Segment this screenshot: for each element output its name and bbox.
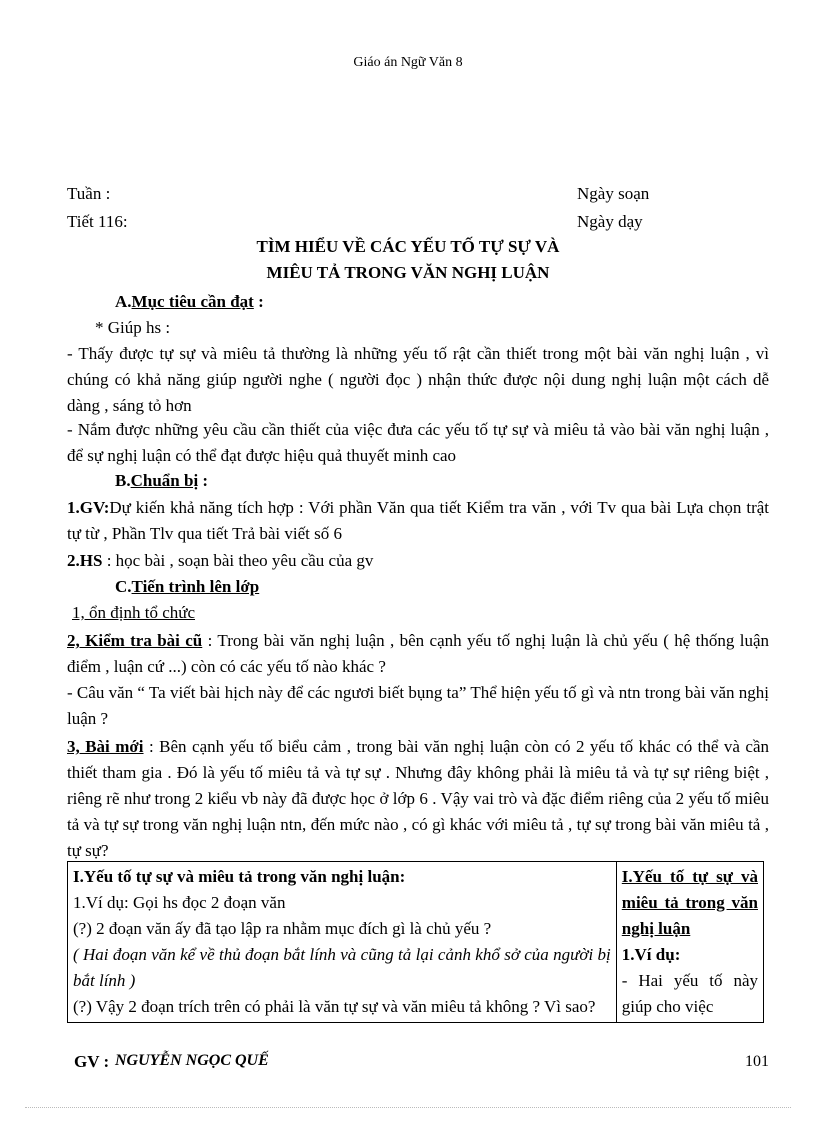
answer-1: ( Hai đoạn văn kể về thủ đoạn bắt lính và cũng tả lại cảnh khổ sở của người bị bắt lính )	[73, 945, 611, 990]
example-label: 1.Ví dụ:	[621, 945, 681, 964]
section-b-heading	[115, 471, 208, 491]
section-b-title: Chuẩn bị	[130, 471, 199, 490]
section-c-heading	[115, 577, 259, 597]
table-left-heading: I.Yếu tố tự sự và miêu tả trong văn nghị luận:	[73, 867, 406, 886]
footer-teacher-label: GV :	[74, 1052, 110, 1071]
footer-teacher-name: NGUYỄN NGỌC QUẾ	[115, 1052, 269, 1069]
question-2: (?) Vậy 2 đoạn trích trên có phải là văn tự sự và văn miêu tả không ? Vì sao?	[73, 997, 596, 1016]
section-b-colon: :	[198, 471, 209, 490]
section-a-heading	[115, 292, 264, 312]
section-a-prefix: A.	[115, 292, 132, 311]
lesson-activities-cell	[68, 862, 617, 1023]
objective-paragraph-1: - Thấy được tự sự và miêu tả thường là những yếu tố rật cần thiết trong một bài văn nghị luận , vì chúng có khả năng giúp người nghe ( người đọc ) nhận thức được nội dung nghị luận một cách dễ dàng , sáng tỏ hơn	[67, 344, 769, 415]
new-lesson-intro	[67, 734, 769, 864]
page-number: 101	[745, 1053, 769, 1070]
table-right-heading	[622, 864, 758, 942]
table-right-heading-text: I.Yếu tố tự sự và miêu tả trong văn nghị luận	[621, 867, 758, 938]
section-b-prefix: B.	[115, 471, 131, 490]
content-text: - Hai yếu tố này giúp cho việc	[621, 971, 758, 1016]
question-1: (?) 2 đoạn văn ấy đã tạo lập ra nhằm mục đích gì là chủ yếu ?	[73, 919, 492, 938]
review-text: : Trong bài văn nghị luận , bên cạnh yếu tố nghị luận là chủ yếu ( hệ thống luận điểm , luận cứ ...) còn có các yếu tố nào khác ?	[67, 631, 769, 676]
page-bottom-divider	[25, 1107, 791, 1108]
new-lesson-text: : Bên cạnh yếu tố biểu cảm , trong bài văn nghị luận còn có 2 yếu tố khác có thể và cần thiết tham gia . Đó là yếu tố miêu tả và tự sự . Nhưng đây không phải là miêu tả và tự sự riêng biệt , riêng rẽ như trong 2 kiểu vb này đã được học ở lớp 6 . Vậy vai trò và đặc điểm riêng của 2 yếu tố miêu tả và tự sự trong văn nghị luận ntn, đến mức nào , có gì khác với miêu tả , tự sự trong bài văn miêu tả , tự sự?	[67, 737, 770, 860]
class-organization-item: 1, ổn định tổ chức	[72, 603, 196, 622]
week-label: Tuần :	[67, 184, 111, 203]
section-c-prefix: C.	[115, 577, 132, 596]
new-lesson-label: 3, Bài mới	[67, 737, 144, 756]
prep-date-label: Ngày soạn	[577, 184, 650, 203]
review-question: - Câu văn “ Ta viết bài hịch này để các ngươi biết bụng ta” Thể hiện yếu tố gì và ntn trong bài văn nghị luận ?	[67, 683, 769, 728]
section-a-title: Mục tiêu cần đạt	[131, 292, 254, 311]
student-preparation	[67, 551, 373, 571]
gv-prep-label: 1.GV:	[67, 498, 110, 517]
objective-paragraph-2: - Nắm được những yêu cầu cần thiết của việc đưa các yếu tố tự sự và miêu tả vào bài văn nghị luận , để sự nghị luận có thể đạt được hiệu quả thuyết minh cao	[67, 420, 769, 465]
gv-prep-text: Dự kiến khả năng tích hợp : Với phần Văn qua tiết Kiểm tra văn , với Tv qua bài Lựa chọn trật tự từ , Phần Tlv qua tiết Trả bài viết số 6	[67, 498, 769, 543]
lesson-title-line2: MIÊU TẢ TRONG VĂN NGHỊ LUẬN	[266, 263, 550, 282]
page-header: Giáo án Ngữ Văn 8	[353, 55, 463, 70]
section-a-colon: :	[253, 292, 264, 311]
section-c-title: Tiến trình lên lớp	[131, 577, 260, 596]
review-label: 2, Kiểm tra bài cũ	[67, 631, 203, 650]
lesson-table	[67, 861, 764, 1023]
lesson-content-cell	[616, 862, 763, 1023]
example-instruction: 1.Ví dụ: Gọi hs đọc 2 đoạn văn	[73, 893, 286, 912]
hs-prep-label: 2.HS	[67, 551, 103, 570]
teacher-preparation	[67, 495, 769, 547]
lesson-number: Tiết 116:	[67, 212, 128, 231]
help-students-label: * Giúp hs :	[95, 318, 171, 337]
lesson-title-line1: TÌM HIỂU VỀ CÁC YẾU TỐ TỰ SỰ VÀ	[256, 237, 560, 256]
hs-prep-text: : học bài , soạn bài theo yêu cầu của gv	[102, 551, 374, 570]
teach-date-label: Ngày dạy	[577, 212, 643, 231]
review-old-lesson	[67, 628, 769, 680]
